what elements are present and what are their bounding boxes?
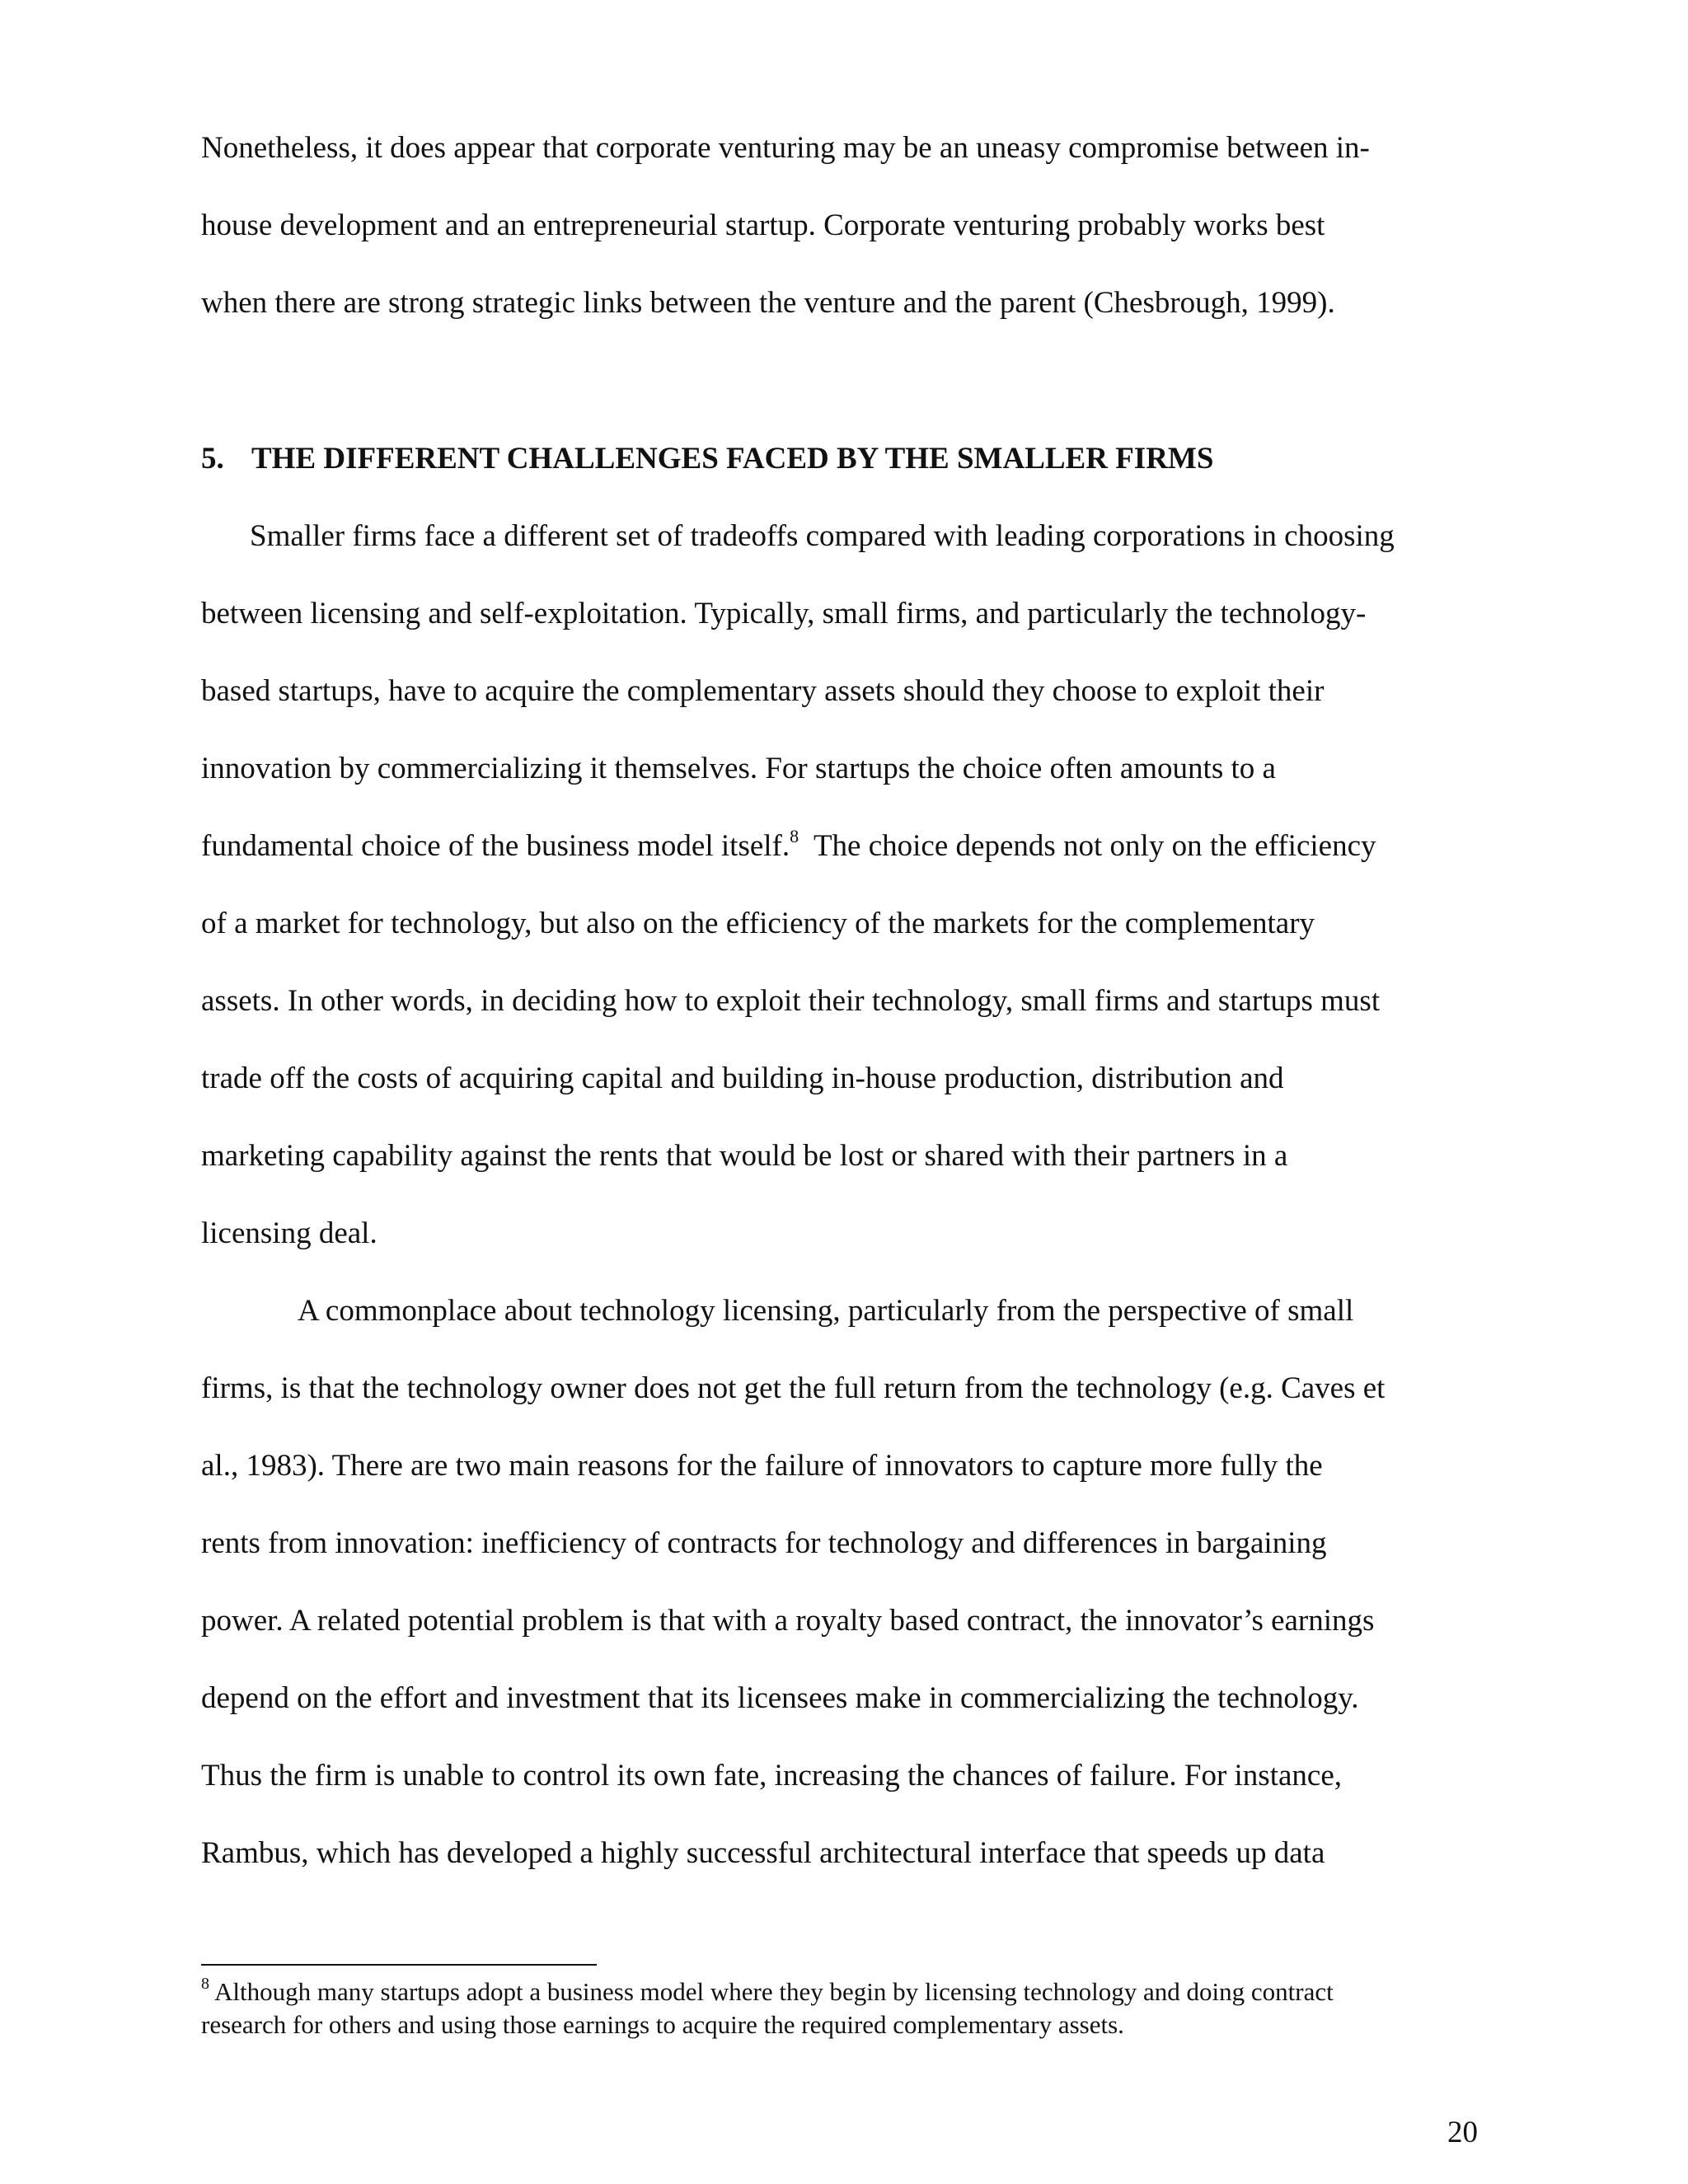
footnote-text-line: research for others and using those earnings to acquire the required complementary assets.: [201, 2010, 1124, 2039]
body-text-line: [201, 828, 1376, 865]
section-heading: [201, 441, 1213, 477]
body-text-line: based startups, have to acquire the complementary assets should they choose to exploit their: [201, 674, 1325, 708]
body-text-segment: The choice depends not only on the efficiency: [799, 829, 1376, 863]
body-text-line: depend on the effort and investment that its licensees make in commercializing the technology.: [201, 1681, 1359, 1715]
footnote-separator: [201, 1964, 597, 1966]
body-text-line: rents from innovation: inefficiency of contracts for technology and differences in bargaining: [201, 1526, 1327, 1560]
body-text-line: when there are strong strategic links between the venture and the parent (Chesbrough, 1999).: [201, 286, 1335, 320]
body-text-line: Nonetheless, it does appear that corporate venturing may be an uneasy compromise between in-: [201, 131, 1370, 165]
footnote-text: Although many startups adopt a business model where they begin by licensing technology and doing contract: [209, 1977, 1334, 2006]
body-text-line: firms, is that the technology owner does not get the full return from the technology (e.g. Caves et: [201, 1371, 1386, 1405]
body-text-line: licensing deal.: [201, 1216, 377, 1250]
footnote-reference[interactable]: 8: [790, 826, 799, 846]
body-text-segment: fundamental choice of the business model itself.: [201, 829, 790, 863]
body-text-line: Thus the firm is unable to control its own fate, increasing the chances of failure. For instance,: [201, 1759, 1342, 1793]
body-text-line: al., 1983). There are two main reasons for the failure of innovators to capture more fully the: [201, 1449, 1323, 1483]
body-text-line: of a market for technology, but also on the efficiency of the markets for the complementary: [201, 907, 1315, 940]
section-number: 5.: [201, 442, 224, 476]
body-text-line: power. A related potential problem is that with a royalty based contract, the innovator’s earnings: [201, 1604, 1375, 1638]
page-number: 20: [1447, 2116, 1478, 2149]
body-text-line: house development and an entrepreneurial startup. Corporate venturing probably works best: [201, 209, 1325, 242]
section-title: THE DIFFERENT CHALLENGES FACED BY THE SMALLER FIRMS: [251, 442, 1214, 476]
body-text-line: marketing capability against the rents that would be lost or shared with their partners in a: [201, 1139, 1288, 1173]
body-text-line: innovation by commercializing it themselves. For startups the choice often amounts to a: [201, 752, 1276, 785]
body-text-line: trade off the costs of acquiring capital and building in-house production, distribution and: [201, 1062, 1284, 1095]
body-text-line: between licensing and self-exploitation. Typically, small firms, and particularly the technology-: [201, 597, 1367, 630]
body-text-line: A commonplace about technology licensing, particularly from the perspective of small: [298, 1294, 1354, 1328]
footnote-marker: 8: [201, 1975, 209, 1993]
body-text-line: Smaller firms face a different set of tradeoffs compared with leading corporations in choosing: [250, 519, 1395, 553]
footnote: [201, 1976, 1334, 2008]
body-text-line: assets. In other words, in deciding how to exploit their technology, small firms and startups must: [201, 984, 1381, 1018]
body-text-line: Rambus, which has developed a highly successful architectural interface that speeds up data: [201, 1836, 1325, 1870]
